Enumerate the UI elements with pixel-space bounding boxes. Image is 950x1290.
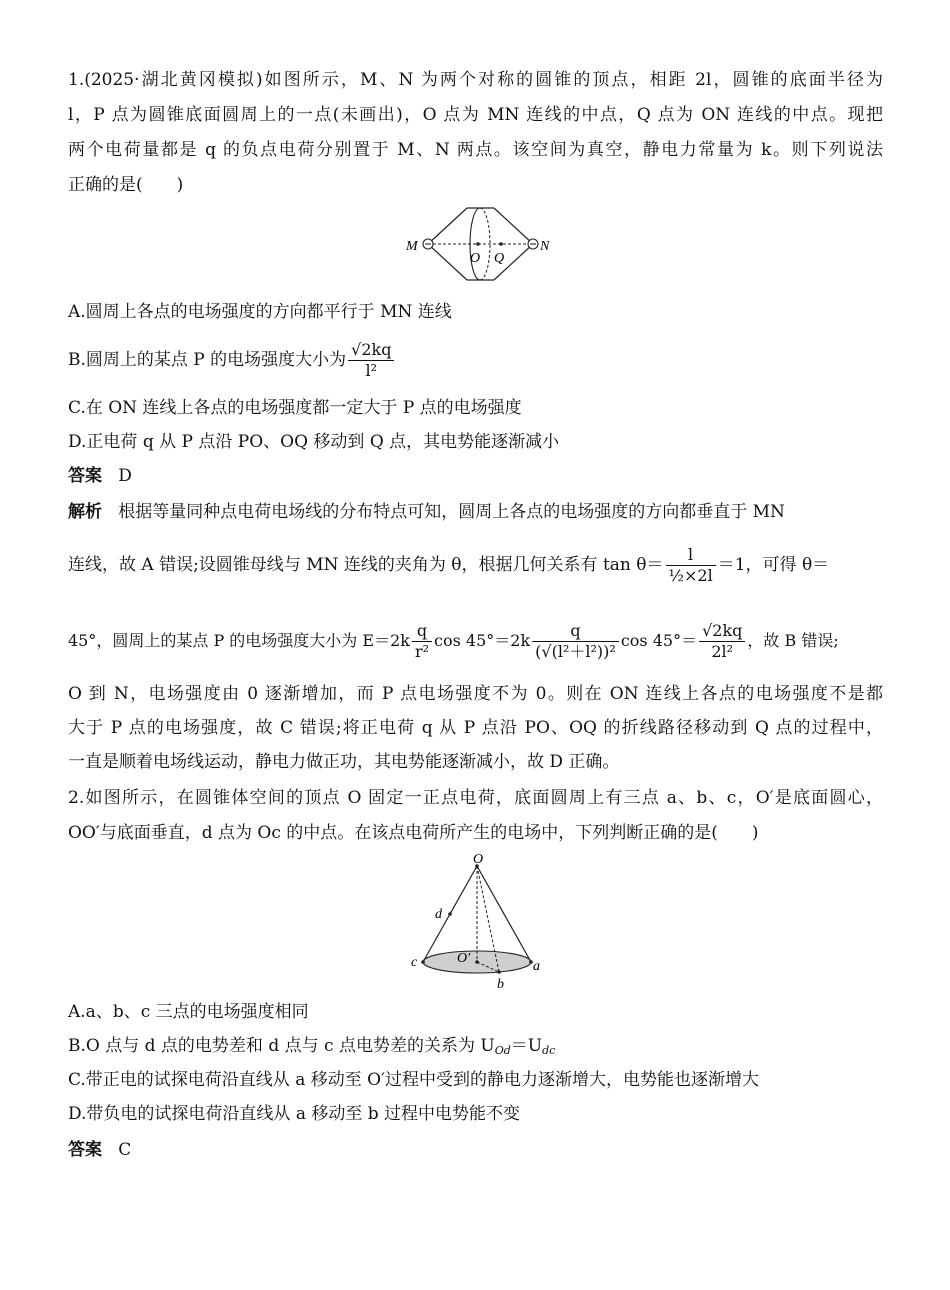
q1-answer-label: 答案: [68, 466, 102, 486]
q2-option-c: C.带正电的试探电荷沿直线从 a 移动至 O′过程中受到的静电力逐渐增大，电势能也逐渐增大: [68, 1070, 759, 1090]
label-o-prime: O′: [457, 951, 471, 966]
q1-stem-line-1: 1.(2025·湖北黄冈模拟)如图所示，M、N 为两个对称的圆锥的顶点，相距 2l，圆锥的底面半径为: [68, 70, 883, 90]
q1-analysis-label: 解析: [68, 502, 102, 522]
q2-stem-line-2: OO′与底面垂直，d 点为 Oc 的中点。在该点电荷所产生的电场中，下列判断正确的是( ): [68, 823, 759, 843]
field-fraction-2: $\frac{q}{\text{(√(l²＋l²))²}}$: [532, 621, 619, 662]
field-fraction-3: $\frac{√2kq}{\text{2l²}}$: [699, 621, 745, 662]
q2-answer-value: C: [118, 1140, 132, 1160]
q1-option-b: [68, 340, 883, 381]
q1-analysis-line-5: 大于 P 点的电场强度，故 C 错误;将正电荷 q 从 P 点沿 PO、OQ 的折线路径移动到 Q 点的过程中，: [68, 718, 883, 738]
q1-double-cone-figure: [400, 200, 560, 290]
label-o: O: [473, 852, 484, 867]
label-q: Q: [494, 251, 505, 266]
q1-analysis-line-3: 45°，圆周上的某点 P 的电场强度大小为 E＝2k $\frac{q}{\text{r²}}$ cos 45°＝2k $\frac{q}{\text{(√(l²＋l²))²}}$ cos 45°＝ $\frac{√2kq}{\text{2l²}}$ ，故 B 错误;: [68, 621, 839, 661]
label-c: c: [411, 955, 418, 970]
q2-answer: [68, 1138, 883, 1162]
label-n: N: [540, 239, 550, 254]
tan-fraction: $\frac{l}{\text{½×2l}}$: [666, 545, 716, 586]
q1-option-b-fraction: $\frac{√2kq}{\text{l²}}$: [348, 340, 394, 381]
q2-option-d: D.带负电的试探电荷沿直线从 a 移动至 b 过程中电势能不变: [68, 1104, 521, 1124]
q1-analysis-line-4: O 到 N，电场强度由 0 逐渐增加，而 P 点电场强度不为 0。则在 ON 连线上各点的电场强度不是都: [68, 684, 883, 704]
q1-stem-line-4: 正确的是( ): [68, 175, 184, 195]
q1-option-a: A.圆周上各点的电场强度的方向都平行于 MN 连线: [68, 302, 452, 322]
q1-stem-line-2: l，P 点为圆锥底面圆周上的一点(未画出)，O 点为 MN 连线的中点，Q 点为 ON 连线的中点。现把: [68, 105, 883, 125]
q2-stem-line-1: 2.如图所示，在圆锥体空间的顶点 O 固定一正点电荷，底面圆周上有三点 a、b、c，O′是底面圆心，: [68, 788, 883, 808]
q1-analysis-line-1: 解析 根据等量同种点电荷电场线的分布特点可知，圆周上各点的电场强度的方向都垂直于 MN: [68, 502, 785, 522]
q2-option-b: B.O 点与 d 点的电势差和 d 点与 c 点电势差的关系为 $U_{Od}=U_{dc}$: [68, 1036, 556, 1057]
label-a: a: [533, 959, 540, 974]
q1-option-d: D.正电荷 q 从 P 点沿 PO、OQ 移动到 Q 点，其电势能逐渐减小: [68, 432, 560, 452]
q1-option-c: C.在 ON 连线上各点的电场强度都一定大于 P 点的电场强度: [68, 398, 522, 418]
q1-analysis-line-6: 一直是顺着电场线运动，静电力做正功，其电势能逐渐减小，故 D 正确。: [68, 752, 620, 772]
q1-option-b-text: B.圆周上的某点 P 的电场强度大小为: [68, 350, 347, 370]
label-m: M: [406, 239, 418, 254]
q1-answer-value: D: [118, 466, 132, 486]
q2-option-a: A.a、b、c 三点的电场强度相同: [68, 1002, 309, 1022]
q2-cone-figure: [405, 850, 555, 990]
field-fraction-1: $\frac{q}{\text{r²}}$: [412, 621, 432, 662]
label-o: O: [470, 251, 481, 266]
q1-answer: [68, 464, 883, 488]
q1-analysis-line-2: 连线，故 A 错误;设圆锥母线与 MN 连线的夹角为 θ，根据几何关系有 tan θ＝ $\frac{l}{\text{½×2l}}$ ＝1，可得 θ＝: [68, 545, 830, 585]
q2-answer-label: 答案: [68, 1140, 102, 1160]
label-d: d: [435, 907, 442, 922]
label-b: b: [497, 977, 504, 990]
q1-stem-line-3: 两个电荷量都是 q 的负点电荷分别置于 M、N 两点。该空间为真空，静电力常量为 k。则下列说法: [68, 140, 883, 160]
